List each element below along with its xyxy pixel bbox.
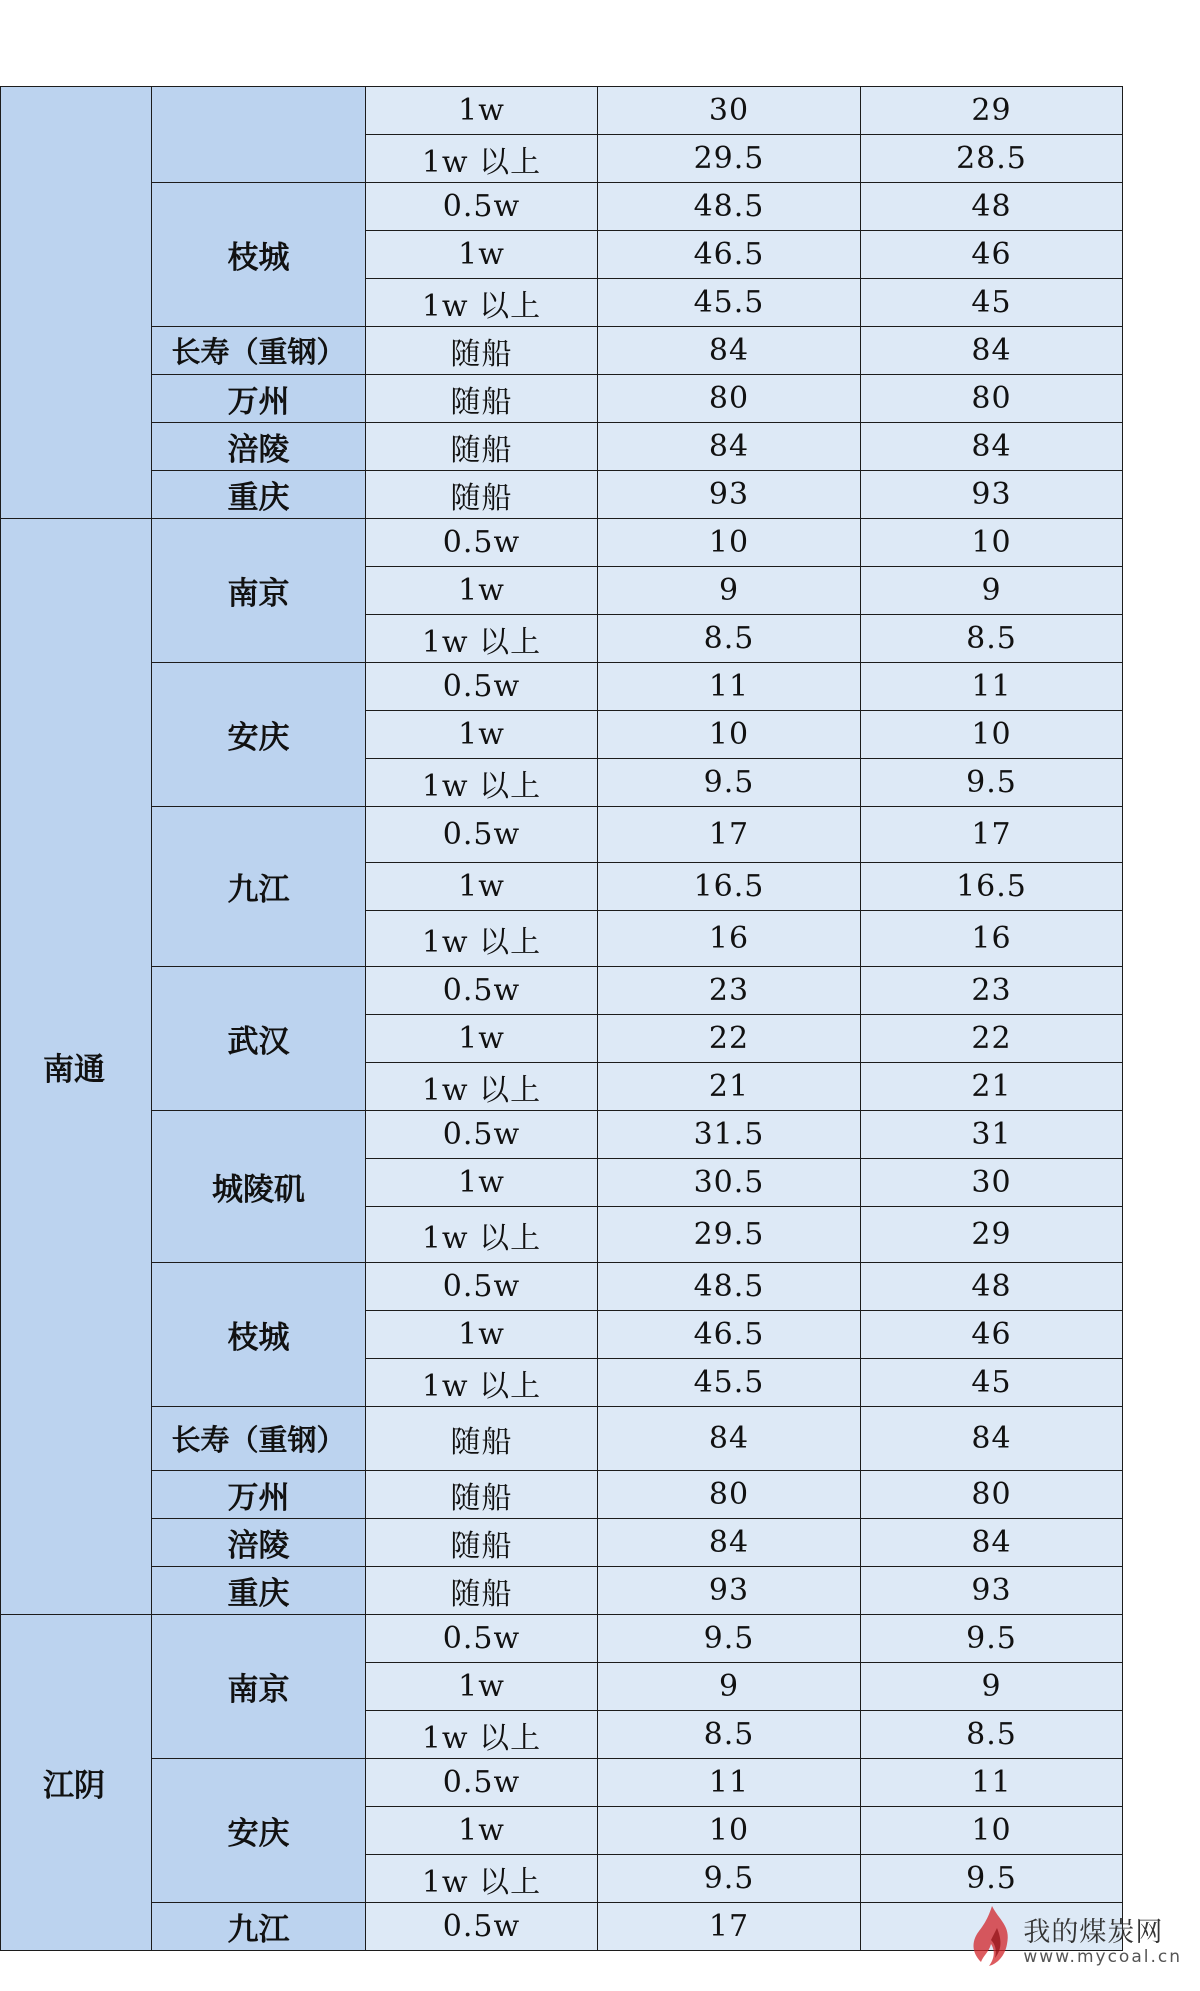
table-row [1, 1519, 1123, 1567]
rate-cell-current: 8.5 [861, 615, 1123, 663]
rate-cell-current: 16.5 [861, 863, 1123, 911]
rate-cell-previous: 45.5 [598, 1359, 861, 1407]
rate-cell-previous: 10 [598, 711, 861, 759]
rate-cell-current: 48 [861, 1263, 1123, 1311]
rate-cell-current: 9 [861, 567, 1123, 615]
rate-cell-previous: 84 [598, 327, 861, 375]
rate-cell-current: 8.5 [861, 1711, 1123, 1759]
destination-port-cell [152, 87, 366, 183]
rate-cell-current: 46 [861, 1311, 1123, 1359]
rate-cell-current: 31 [861, 1111, 1123, 1159]
destination-port-cell: 九江 [152, 1903, 366, 1951]
rate-cell-previous: 80 [598, 375, 861, 423]
rate-cell-current: 30 [861, 1159, 1123, 1207]
rate-cell-previous: 93 [598, 471, 861, 519]
watermark-text [1023, 1910, 1182, 1967]
rate-cell-current: 9.5 [861, 1615, 1123, 1663]
rate-cell-current: 29 [861, 87, 1123, 135]
table-row [1, 967, 1123, 1015]
rate-cell-current: 17 [861, 807, 1123, 863]
tonnage-cell: 0.5w [366, 183, 598, 231]
table-body [1, 87, 1123, 1951]
tonnage-cell: 1w 以上 [366, 911, 598, 967]
rate-cell-current: 93 [861, 471, 1123, 519]
rate-cell-previous: 9 [598, 1663, 861, 1711]
tonnage-cell: 0.5w [366, 807, 598, 863]
rate-cell-current: 23 [861, 967, 1123, 1015]
rate-cell-previous: 8.5 [598, 1711, 861, 1759]
rate-cell-previous: 48.5 [598, 183, 861, 231]
rate-cell-current: 9.5 [861, 1855, 1123, 1903]
tonnage-cell: 1w [366, 231, 598, 279]
rate-cell-current: 45 [861, 1359, 1123, 1407]
rate-cell-current: 29 [861, 1207, 1123, 1263]
rate-cell-previous: 45.5 [598, 279, 861, 327]
rate-cell-previous: 46.5 [598, 231, 861, 279]
rate-cell-previous: 30 [598, 87, 861, 135]
table-row [1, 423, 1123, 471]
table-row [1, 1111, 1123, 1159]
rate-cell-previous: 22 [598, 1015, 861, 1063]
table-row [1, 375, 1123, 423]
destination-port-cell: 长寿（重钢） [152, 1407, 366, 1471]
destination-port-cell: 万州 [152, 1471, 366, 1519]
rate-cell-current: 46 [861, 231, 1123, 279]
destination-port-cell: 城陵矶 [152, 1111, 366, 1263]
rate-cell-previous: 11 [598, 1759, 861, 1807]
rate-cell-previous: 16 [598, 911, 861, 967]
rate-cell-current: 84 [861, 327, 1123, 375]
rate-cell-previous: 93 [598, 1567, 861, 1615]
tonnage-cell: 1w 以上 [366, 1359, 598, 1407]
tonnage-cell: 0.5w [366, 1263, 598, 1311]
table-row [1, 327, 1123, 375]
rate-cell-current: 9 [861, 1663, 1123, 1711]
rate-cell-previous: 10 [598, 1807, 861, 1855]
table-row [1, 1903, 1123, 1951]
table-row [1, 663, 1123, 711]
mycoal-watermark [967, 1904, 1182, 1973]
rate-cell-previous: 48.5 [598, 1263, 861, 1311]
tonnage-cell: 1w 以上 [366, 1063, 598, 1111]
rate-cell-previous: 84 [598, 1519, 861, 1567]
tonnage-cell: 1w 以上 [366, 615, 598, 663]
rate-cell-previous: 17 [598, 807, 861, 863]
tonnage-cell: 1w 以上 [366, 279, 598, 327]
rate-cell-current: 16 [861, 911, 1123, 967]
destination-port-cell: 枝城 [152, 183, 366, 327]
rate-cell-current: 10 [861, 519, 1123, 567]
tonnage-cell: 随船 [366, 1471, 598, 1519]
tonnage-cell: 1w [366, 1159, 598, 1207]
rate-cell-previous: 84 [598, 423, 861, 471]
rate-cell-previous: 17 [598, 1903, 861, 1951]
tonnage-cell: 0.5w [366, 663, 598, 711]
tonnage-cell: 0.5w [366, 1615, 598, 1663]
destination-port-cell: 枝城 [152, 1263, 366, 1407]
rate-cell-current: 11 [861, 663, 1123, 711]
destination-port-cell: 涪陵 [152, 1519, 366, 1567]
rate-cell-previous: 9.5 [598, 759, 861, 807]
rate-cell-previous: 21 [598, 1063, 861, 1111]
destination-port-cell: 武汉 [152, 967, 366, 1111]
rate-cell-current: 9.5 [861, 759, 1123, 807]
origin-port-cell: 南通 [1, 519, 152, 1615]
tonnage-cell: 0.5w [366, 1759, 598, 1807]
rate-cell-current: 45 [861, 279, 1123, 327]
rate-cell-previous: 9 [598, 567, 861, 615]
tonnage-cell: 1w [366, 1663, 598, 1711]
table-row [1, 1615, 1123, 1663]
table-row [1, 87, 1123, 135]
rate-cell-current: 10 [861, 711, 1123, 759]
tonnage-cell: 1w 以上 [366, 1711, 598, 1759]
destination-port-cell: 安庆 [152, 663, 366, 807]
table-row [1, 471, 1123, 519]
table-row [1, 1407, 1123, 1471]
tonnage-cell: 0.5w [366, 967, 598, 1015]
rate-cell-previous: 9.5 [598, 1855, 861, 1903]
tonnage-cell: 随船 [366, 375, 598, 423]
rate-cell-current: 21 [861, 1063, 1123, 1111]
rate-cell-previous: 10 [598, 519, 861, 567]
tonnage-cell: 0.5w [366, 1903, 598, 1951]
table-row [1, 183, 1123, 231]
rate-cell-current: 11 [861, 1759, 1123, 1807]
rate-cell-previous: 29.5 [598, 1207, 861, 1263]
destination-port-cell: 涪陵 [152, 423, 366, 471]
rate-cell-previous: 31.5 [598, 1111, 861, 1159]
origin-port-cell [1, 87, 152, 519]
rate-cell-previous: 46.5 [598, 1311, 861, 1359]
tonnage-cell: 随船 [366, 327, 598, 375]
watermark-url: www.mycoal.cn [1023, 1947, 1182, 1967]
rate-cell-current: 28.5 [861, 135, 1123, 183]
rate-cell-previous: 16.5 [598, 863, 861, 911]
rate-cell-current: 84 [861, 1519, 1123, 1567]
tonnage-cell: 1w [366, 1807, 598, 1855]
rate-cell-current: 93 [861, 1567, 1123, 1615]
rate-cell-previous: 29.5 [598, 135, 861, 183]
rate-cell-current: 84 [861, 423, 1123, 471]
destination-port-cell: 南京 [152, 519, 366, 663]
tonnage-cell: 1w 以上 [366, 135, 598, 183]
destination-port-cell: 南京 [152, 1615, 366, 1759]
tonnage-cell: 随船 [366, 1567, 598, 1615]
table-row [1, 1471, 1123, 1519]
origin-port-cell: 江阴 [1, 1615, 152, 1951]
rate-cell-current: 84 [861, 1407, 1123, 1471]
tonnage-cell: 1w [366, 1311, 598, 1359]
destination-port-cell: 重庆 [152, 471, 366, 519]
rate-cell-current: 22 [861, 1015, 1123, 1063]
tonnage-cell: 随船 [366, 471, 598, 519]
rate-cell-current: 80 [861, 1471, 1123, 1519]
table-row [1, 1759, 1123, 1807]
tonnage-cell: 随船 [366, 1407, 598, 1471]
tonnage-cell: 0.5w [366, 519, 598, 567]
flame-logo-icon [967, 1904, 1017, 1973]
tonnage-cell: 1w 以上 [366, 759, 598, 807]
destination-port-cell: 安庆 [152, 1759, 366, 1903]
rate-cell-current: 80 [861, 375, 1123, 423]
rate-cell-previous: 23 [598, 967, 861, 1015]
rate-cell-previous: 30.5 [598, 1159, 861, 1207]
tonnage-cell: 1w 以上 [366, 1207, 598, 1263]
tonnage-cell: 1w [366, 863, 598, 911]
tonnage-cell: 随船 [366, 1519, 598, 1567]
rate-cell-current: 48 [861, 183, 1123, 231]
freight-rate-table [0, 86, 1123, 1951]
table-row [1, 1263, 1123, 1311]
rate-cell-previous: 80 [598, 1471, 861, 1519]
tonnage-cell: 1w [366, 711, 598, 759]
table-row [1, 519, 1123, 567]
watermark-title: 我的煤炭网 [1023, 1917, 1164, 1948]
destination-port-cell: 万州 [152, 375, 366, 423]
rate-cell-previous: 11 [598, 663, 861, 711]
destination-port-cell: 九江 [152, 807, 366, 967]
destination-port-cell: 重庆 [152, 1567, 366, 1615]
rate-cell-current: 10 [861, 1807, 1123, 1855]
rate-cell-previous: 9.5 [598, 1615, 861, 1663]
tonnage-cell: 1w [366, 87, 598, 135]
tonnage-cell: 0.5w [366, 1111, 598, 1159]
destination-port-cell: 长寿（重钢） [152, 327, 366, 375]
table-row [1, 1567, 1123, 1615]
rate-cell-previous: 84 [598, 1407, 861, 1471]
table-row [1, 807, 1123, 863]
tonnage-cell: 1w [366, 1015, 598, 1063]
tonnage-cell: 随船 [366, 423, 598, 471]
tonnage-cell: 1w [366, 567, 598, 615]
rate-cell-previous: 8.5 [598, 615, 861, 663]
tonnage-cell: 1w 以上 [366, 1855, 598, 1903]
